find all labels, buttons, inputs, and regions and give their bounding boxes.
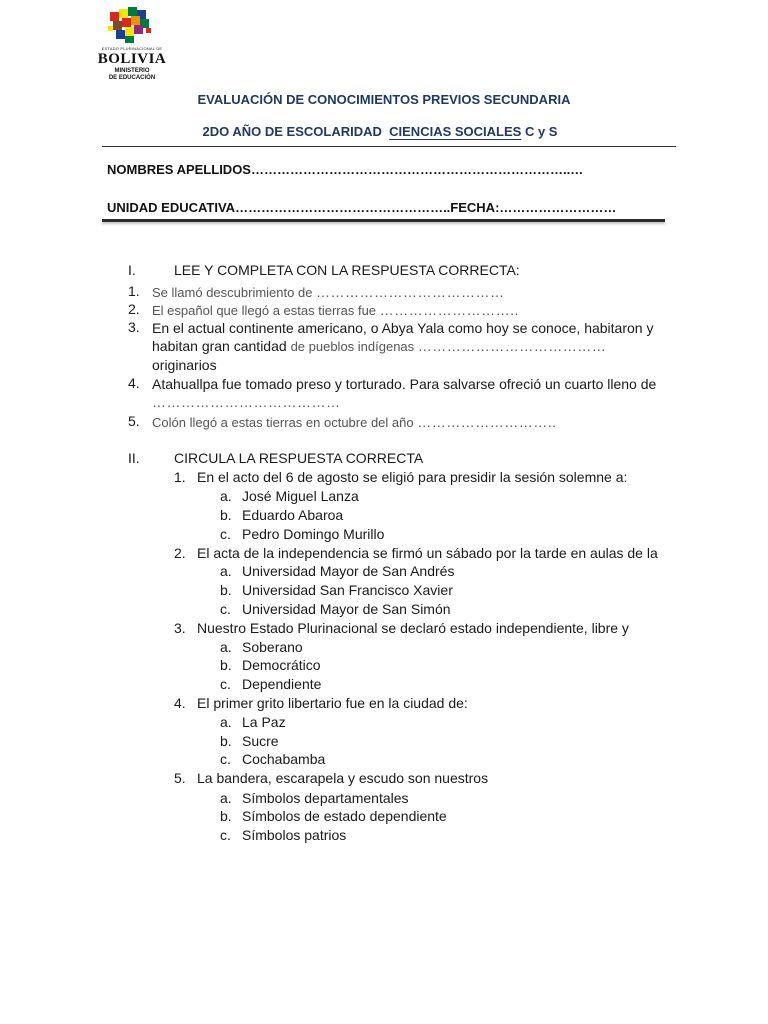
question-text: El primer grito libertario fue en la ciudad de: xyxy=(197,695,468,711)
item-number: 5. xyxy=(128,413,140,429)
school-date-field[interactable]: UNIDAD EDUCATIVA…………………………………………..FECHA:……………………… xyxy=(107,200,617,215)
item-text-c: originarios xyxy=(152,357,217,373)
option-text: Soberano xyxy=(242,639,303,655)
option-letter: c. xyxy=(220,676,231,692)
option-letter: b. xyxy=(220,808,232,824)
option-text: Símbolos departamentales xyxy=(242,790,409,806)
question-number: 4. xyxy=(174,695,186,711)
option-text: Símbolos de estado dependiente xyxy=(242,808,447,824)
answer-blank[interactable]: ……………………….. xyxy=(379,302,519,318)
option-text: Sucre xyxy=(242,733,279,749)
subtitle xyxy=(0,124,764,139)
answer-blank[interactable]: ………………………………… xyxy=(316,284,505,300)
grade-label: 2DO AÑO DE ESCOLARIDAD xyxy=(202,124,382,139)
option-text: Símbolos patrios xyxy=(242,827,347,843)
option-text: Dependiente xyxy=(242,676,322,692)
option-text: La Paz xyxy=(242,714,286,730)
option-text: Pedro Domingo Murillo xyxy=(242,526,385,542)
option-letter: c. xyxy=(220,827,231,843)
question-text: El acta de la independencia se firmó un sábado por la tarde en aulas de la xyxy=(197,545,658,561)
ministry-logo xyxy=(96,6,168,82)
option-text: José Miguel Lanza xyxy=(242,488,359,504)
bolivia-emblem-icon xyxy=(108,6,152,44)
logo-ministry-line1: MINISTERIO xyxy=(114,68,150,74)
item-text: Atahuallpa fue tomado preso y torturado. Para salvarse ofreció un cuarto lleno de xyxy=(152,376,657,392)
section-number: II. xyxy=(128,450,140,466)
answer-blank[interactable]: ……………………….. xyxy=(417,414,557,430)
page-title: EVALUACIÓN DE CONOCIMIENTOS PREVIOS SECUNDARIA xyxy=(197,92,571,107)
item-text: En el actual continente americano, o Abya Yala como hoy se conoce, habitaron y habitan gran cantidad xyxy=(152,320,654,354)
option-letter: b. xyxy=(220,733,232,749)
logo-ministry-line2: DE EDUCACIÓN xyxy=(108,75,156,81)
option-letter: b. xyxy=(220,582,232,598)
option-letter: c. xyxy=(220,526,231,542)
option-letter: a. xyxy=(220,488,232,504)
question-number: 1. xyxy=(174,469,186,485)
question-number: 3. xyxy=(174,620,186,636)
item-number: 3. xyxy=(128,319,140,335)
option-text: Cochabamba xyxy=(242,751,326,767)
divider-bottom xyxy=(102,219,665,222)
item-text: Colón llegó a estas tierras en octubre del año xyxy=(152,415,418,430)
logo-superscript: ESTADO PLURINACIONAL DE xyxy=(101,46,163,51)
answer-blank[interactable]: ………………………………… xyxy=(152,394,341,410)
option-text: Universidad Mayor de San Simón xyxy=(242,601,451,617)
option-letter: a. xyxy=(220,790,232,806)
question-text: Nuestro Estado Plurinacional se declaró estado independiente, libre y xyxy=(197,620,629,636)
answer-blank[interactable]: ………………………………… xyxy=(417,338,607,354)
question-text: La bandera, escarapela y escudo son nuestros xyxy=(197,770,489,786)
option-letter: a. xyxy=(220,639,232,655)
option-letter: c. xyxy=(220,751,231,767)
option-letter: a. xyxy=(220,563,232,579)
option-letter: c. xyxy=(220,601,231,617)
option-letter: b. xyxy=(220,507,232,523)
section-title: LEE Y COMPLETA CON LA RESPUESTA CORRECTA: xyxy=(174,262,520,278)
question-text: En el acto del 6 de agosto se eligió para presidir la sesión solemne a: xyxy=(197,469,628,485)
section-title: CIRCULA LA RESPUESTA CORRECTA xyxy=(174,450,424,466)
question-number: 5. xyxy=(174,770,186,786)
item-number: 2. xyxy=(128,301,140,317)
subject-suffix: C y S xyxy=(524,124,558,139)
logo-country: BOLIVIA xyxy=(97,51,167,67)
names-field[interactable]: NOMBRES APELLIDOS………………………………………………………………..… xyxy=(107,162,584,177)
option-text: Universidad Mayor de San Andrés xyxy=(242,563,455,579)
option-text: Democrático xyxy=(242,657,321,673)
divider-top xyxy=(102,146,676,147)
subject-label: CIENCIAS SOCIALES xyxy=(389,124,522,139)
option-letter: a. xyxy=(220,714,232,730)
option-text: Universidad San Francisco Xavier xyxy=(242,582,453,598)
logo-ministry xyxy=(96,68,168,82)
item-number: 4. xyxy=(128,375,140,391)
question-number: 2. xyxy=(174,545,186,561)
item-number: 1. xyxy=(128,283,140,299)
option-letter: b. xyxy=(220,657,232,673)
item-text-b: de pueblos indígenas xyxy=(290,339,418,354)
section-number: I. xyxy=(128,262,136,278)
option-text: Eduardo Abaroa xyxy=(242,507,344,523)
item-text: Se llamó descubrimiento de xyxy=(152,285,317,300)
item-text: El español que llegó a estas tierras fue xyxy=(152,303,380,318)
